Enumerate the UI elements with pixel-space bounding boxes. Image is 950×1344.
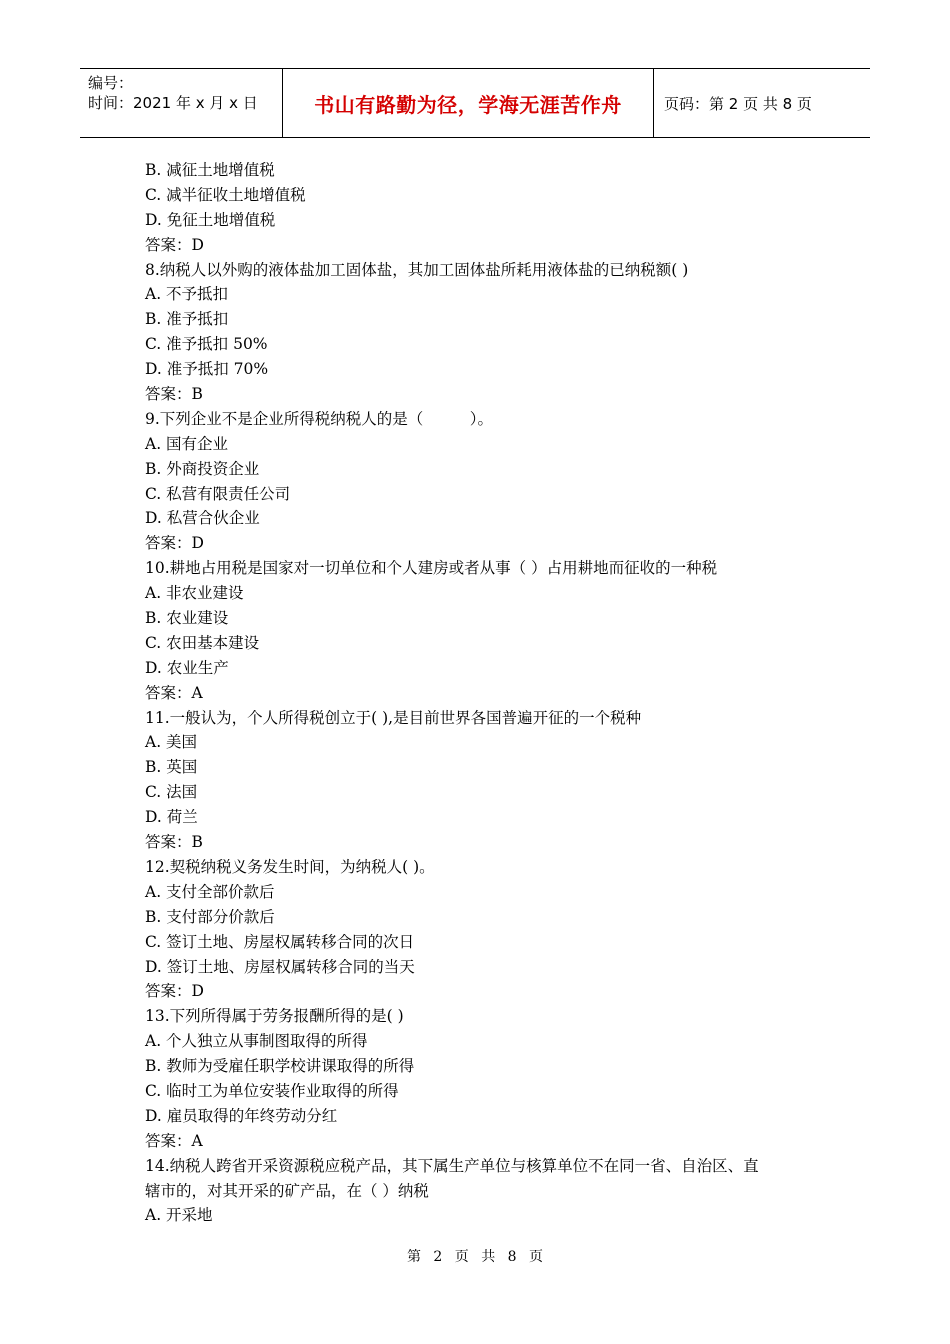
text-line: 11.一般认为，个人所得税创立于( ),是目前世界各国普遍开征的一个税种 [145, 708, 642, 727]
text-line: B. 外商投资企业 [145, 459, 260, 478]
text-line: C. 临时工为单位安装作业取得的所得 [145, 1081, 399, 1100]
text-line: 辖市的，对其开采的矿产品，在（ ）纳税 [145, 1181, 429, 1200]
text-line: 答案：D [145, 534, 204, 553]
header-meta [80, 69, 282, 137]
text-line: B. 支付部分价款后 [145, 907, 275, 926]
text-line: A. 非农业建设 [145, 584, 244, 603]
text-line: 10.耕地占用税是国家对一切单位和个人建房或者从事（ ）占用耕地而征收的一种税 [145, 559, 718, 578]
footer-ye: 页 [454, 1249, 469, 1265]
footer-gong: 共 [481, 1249, 496, 1265]
text-line: A. 个人独立从事制图取得的所得 [145, 1032, 368, 1051]
text-line: B. 准予抵扣 [145, 310, 229, 329]
text-line: D. 农业生产 [145, 658, 229, 677]
document-code-label: 编号： [88, 74, 134, 92]
text-line: A. 支付全部价款后 [145, 882, 275, 901]
header-motto-cell [282, 69, 654, 137]
text-line: B. 减征土地增值税 [145, 161, 275, 179]
header-motto: 书山有路勤为径，学海无涯苦作舟 [314, 92, 622, 117]
footer-page-number: 2 [433, 1249, 443, 1265]
header-page-info: 页码：第 2 页 共 8 页 [664, 94, 812, 113]
text-line: C. 准予抵扣 50% [145, 335, 268, 354]
text-line: C. 法国 [145, 783, 198, 802]
text-line: 8.纳税人以外购的液体盐加工固体盐，其加工固体盐所耗用液体盐的已纳税额( ) [145, 260, 689, 279]
text-line: 答案：B [145, 833, 203, 852]
text-line: 答案：D [145, 235, 204, 254]
text-line: B. 农业建设 [145, 609, 229, 628]
text-line: C. 签订土地、房屋权属转移合同的次日 [145, 932, 415, 951]
text-line: D. 签订土地、房屋权属转移合同的当天 [145, 957, 415, 976]
text-line: D. 荷兰 [145, 808, 198, 827]
text-line: A. 国有企业 [145, 434, 229, 453]
header-page-info-cell [654, 69, 870, 137]
text-line: 答案：A [145, 683, 203, 702]
footer-total-pages: 8 [507, 1249, 517, 1265]
footer-di: 第 [406, 1249, 421, 1265]
text-line: B. 教师为受雇任职学校讲课取得的所得 [145, 1057, 415, 1076]
text-line: 13.下列所得属于劳务报酬所得的是( ) [145, 1007, 404, 1026]
text-line: 答案：D [145, 982, 204, 1001]
text-line: 9.下列企业不是企业所得税纳税人的是（ ）。 [145, 409, 494, 428]
text-line: 12.契税纳税义务发生时间，为纳税人( )。 [145, 857, 435, 876]
text-line: D. 准予抵扣 70% [145, 360, 269, 379]
document-date: 时间：2021 年 x 月 x 日 [88, 94, 258, 112]
text-line: D. 雇员取得的年终劳动分红 [145, 1106, 338, 1125]
text-line: D. 私营合伙企业 [145, 509, 260, 528]
text-line: A. 美国 [145, 733, 198, 752]
text-line: C. 农田基本建设 [145, 633, 260, 652]
page-footer [0, 1246, 950, 1266]
text-line: D. 免征土地增值税 [145, 210, 276, 229]
text-line: A. 不予抵扣 [145, 285, 229, 304]
document-body [145, 158, 815, 1228]
page-header [80, 68, 870, 138]
text-line: 14.纳税人跨省开采资源税应税产品，其下属生产单位与核算单位不在同一省、自治区、直 [145, 1156, 759, 1175]
text-line: C. 减半征收土地增值税 [145, 185, 306, 204]
text-line: 答案：B [145, 385, 203, 404]
text-line: C. 私营有限责任公司 [145, 484, 291, 503]
text-line: B. 英国 [145, 758, 198, 777]
text-line: 答案：A [145, 1131, 203, 1150]
footer-ye-2: 页 [529, 1249, 544, 1265]
text-line: A. 开采地 [145, 1206, 213, 1225]
